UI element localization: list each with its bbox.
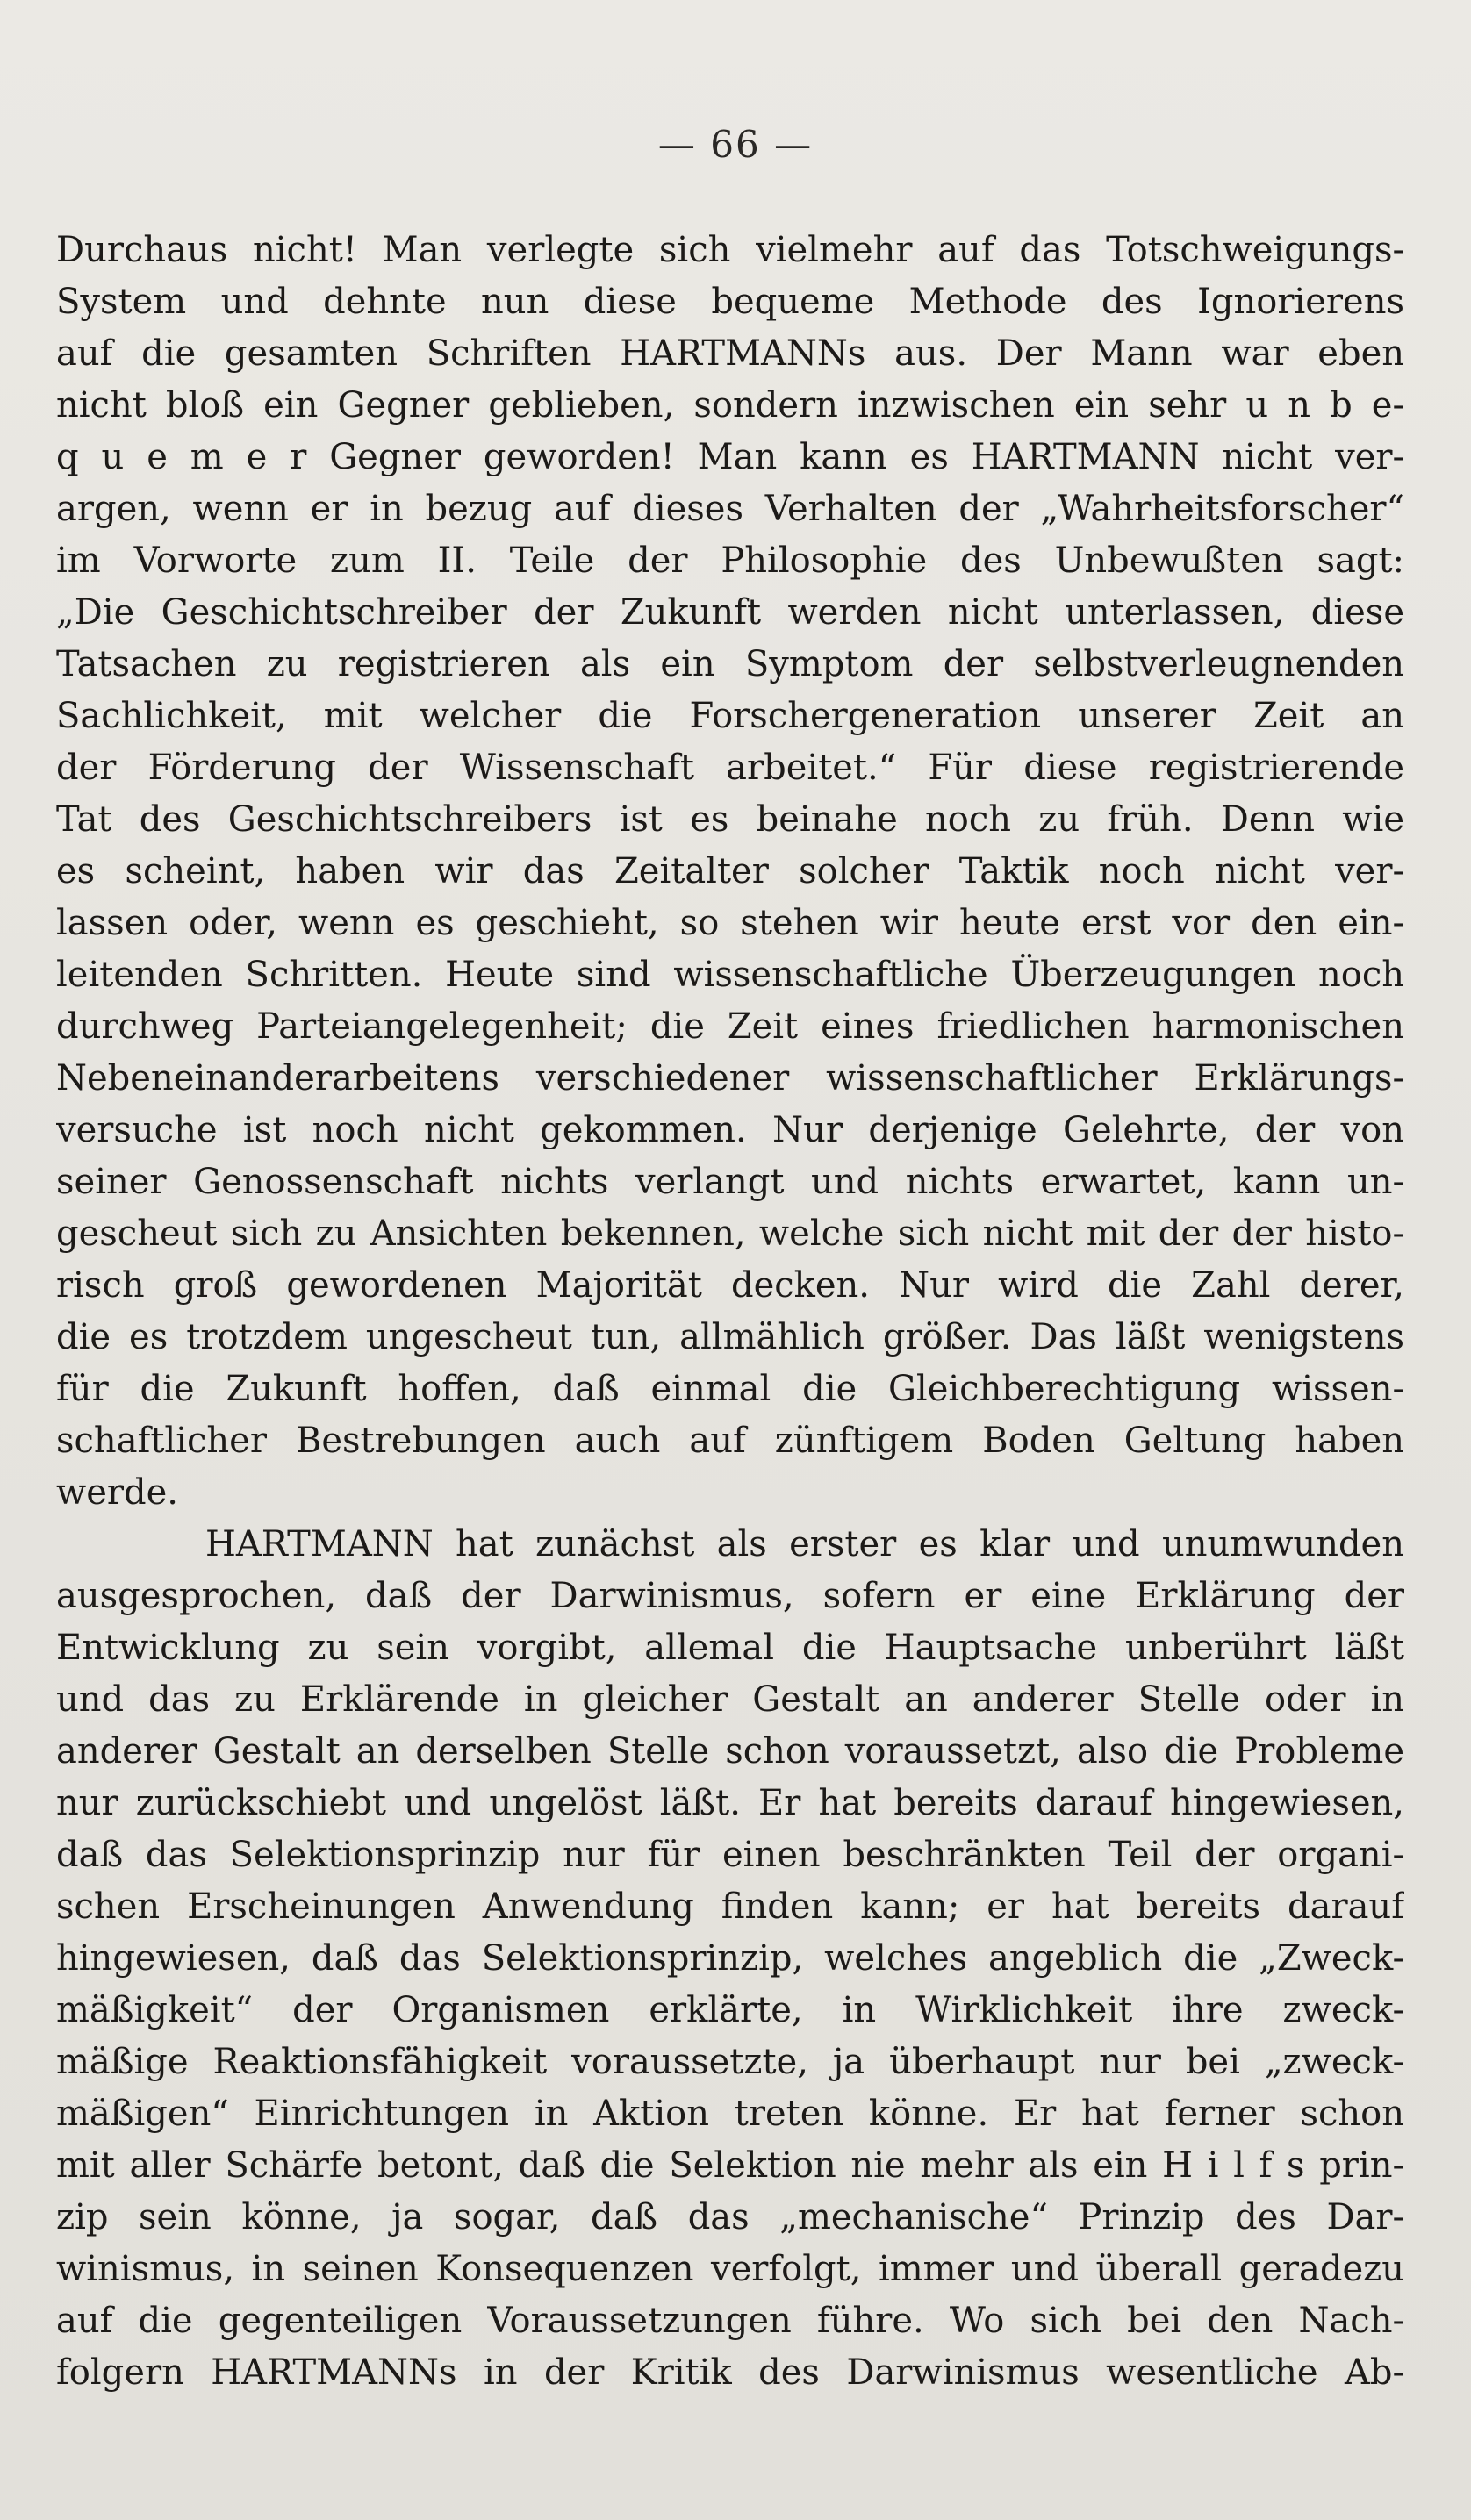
text-line: Tatsachen zu registrieren als ein Symptom der selbstverleugnenden (56, 644, 1404, 684)
paragraph-1 (56, 225, 1404, 1519)
text-line: zip sein könne, ja sogar, daß das „mechanische“ Prinzip des Dar- (56, 2197, 1404, 2237)
text-line: auf die gegenteiligen Voraussetzungen führe. Wo sich bei den Nach- (56, 2301, 1404, 2341)
text-line: risch groß gewordenen Majorität decken. Nur wird die Zahl derer, (56, 1265, 1404, 1306)
text-line: seiner Genossenschaft nichts verlangt und nichts erwartet, kann un- (56, 1162, 1404, 1202)
text-line: werde. (56, 1472, 179, 1513)
text-line: hingewiesen, daß das Selektionsprinzip, welches angeblich die „Zweck- (56, 1938, 1404, 1979)
text-line: mäßige Reaktionsfähigkeit voraussetzte, ja überhaupt nur bei „zweck- (56, 2042, 1404, 2082)
text-line: lassen oder, wenn es geschieht, so stehen wir heute erst vor den ein- (56, 903, 1404, 943)
text-line: ausgesprochen, daß der Darwinismus, sofern er eine Erklärung der (56, 1576, 1404, 1616)
text-line: Tat des Geschichtschreibers ist es beinahe noch zu früh. Denn wie (56, 799, 1404, 840)
text-line: daß das Selektionsprinzip nur für einen beschränkten Teil der organi- (56, 1835, 1404, 1875)
text-line: es scheint, haben wir das Zeitalter solcher Taktik noch nicht ver- (56, 851, 1404, 891)
text-line: HARTMANN hat zunächst als erster es klar und unumwunden (205, 1524, 1404, 1564)
text-line: auf die gesamten Schriften HARTMANNs aus. Der Mann war eben (56, 333, 1404, 374)
text-line: folgern HARTMANNs in der Kritik des Darwinismus wesentliche Ab- (56, 2352, 1404, 2393)
text-line: der Förderung der Wissenschaft arbeitet.“ Für diese registrierende (56, 748, 1404, 788)
text-line: „Die Geschichtschreiber der Zukunft werden nicht unterlassen, diese (56, 592, 1404, 633)
text-line: schaftlicher Bestrebungen auch auf zünftigem Boden Geltung haben (56, 1421, 1404, 1461)
text-line: q u e m e r Gegner geworden! Man kann es HARTMANN nicht ver- (56, 437, 1404, 477)
text-line: durchweg Parteiangelegenheit; die Zeit eines friedlichen harmonischen (56, 1006, 1404, 1047)
text-line: nur zurückschiebt und ungelöst läßt. Er hat bereits darauf hingewiesen, (56, 1783, 1404, 1823)
page-number: — 66 — (657, 123, 814, 166)
text-line: winismus, in seinen Konsequenzen verfolgt, immer und überall geradezu (56, 2249, 1404, 2289)
text-line: System und dehnte nun diese bequeme Methode des Ignorierens (56, 282, 1404, 322)
text-line: Sachlichkeit, mit welcher die Forschergeneration unserer Zeit an (56, 696, 1404, 736)
text-line: für die Zukunft hoffen, daß einmal die Gleichberechtigung wissen- (56, 1369, 1404, 1409)
text-line: Durchaus nicht! Man verlegte sich vielmehr auf das Totschweigungs- (56, 230, 1404, 270)
text-line: argen, wenn er in bezug auf dieses Verhalten der „Wahrheitsforscher“ (56, 489, 1404, 529)
text-line: im Vorworte zum II. Teile der Philosophie des Unbewußten sagt: (56, 541, 1404, 581)
text-line: leitenden Schritten. Heute sind wissenschaftliche Überzeugungen noch (56, 955, 1404, 995)
text-line: anderer Gestalt an derselben Stelle schon voraussetzt, also die Probleme (56, 1731, 1404, 1772)
text-line: schen Erscheinungen Anwendung finden kann; er hat bereits darauf (56, 1886, 1404, 1927)
text-line: Entwicklung zu sein vorgibt, allemal die Hauptsache unberührt läßt (56, 1628, 1404, 1668)
text-line: gescheut sich zu Ansichten bekennen, welche sich nicht mit der der histo- (56, 1213, 1404, 1254)
paragraph-2 (56, 1519, 1404, 2399)
text-line: die es trotzdem ungescheut tun, allmählich größer. Das läßt wenigstens (56, 1317, 1404, 1357)
text-line: mit aller Schärfe betont, daß die Selektion nie mehr als ein H i l f s prin- (56, 2145, 1404, 2186)
text-line: und das zu Erklärende in gleicher Gestalt an anderer Stelle oder in (56, 1679, 1404, 1720)
text-line: versuche ist noch nicht gekommen. Nur derjenige Gelehrte, der von (56, 1110, 1404, 1150)
text-line: nicht bloß ein Gegner geblieben, sondern inzwischen ein sehr u n b e- (56, 385, 1404, 426)
body-text (56, 225, 1404, 2399)
text-line: mäßigkeit“ der Organismen erklärte, in Wirklichkeit ihre zweck- (56, 1990, 1404, 2030)
text-line: Nebeneinanderarbeitens verschiedener wissenschaftlicher Erklärungs- (56, 1058, 1404, 1099)
text-line: mäßigen“ Einrichtungen in Aktion treten könne. Er hat ferner schon (56, 2094, 1404, 2134)
